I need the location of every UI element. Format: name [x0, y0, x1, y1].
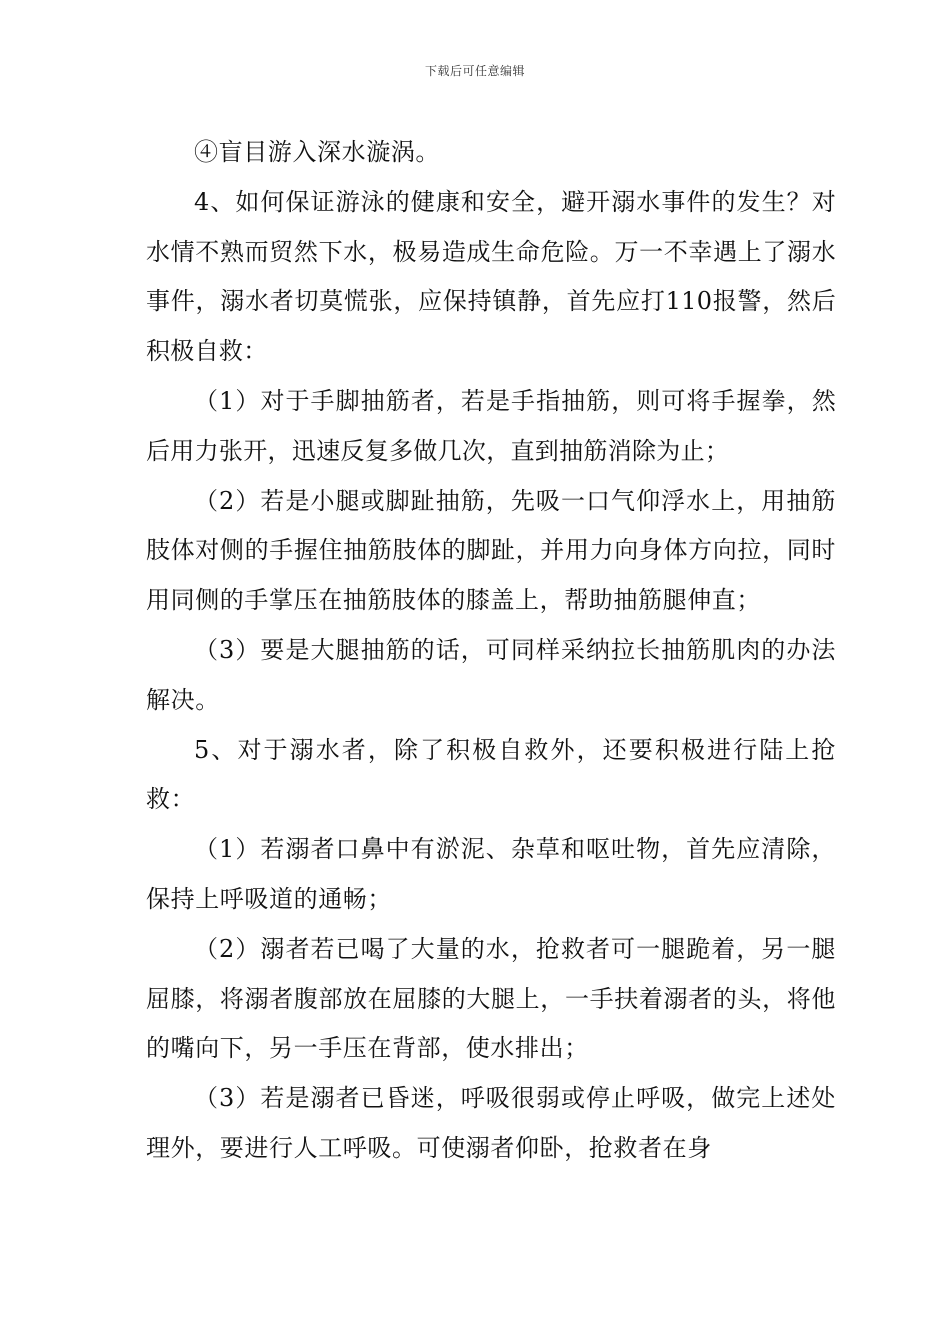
- document-body: [146, 128, 836, 1174]
- paragraph-item-4: ④盲目游入深水漩涡。: [194, 138, 440, 166]
- paragraph-question-5: 5、对于溺水者，除了积极自救外，还要积极进行陆上抢救：: [146, 735, 836, 814]
- paragraph-5-2: （2）溺者若已喝了大量的水，抢救者可一腿跪着，另一腿屈膝，将溺者腹部放在屈膝的大腿上，一手扶着溺者的头，将他的嘴向下，另一手压在背部，使水排出；: [146, 934, 836, 1063]
- page-header-note: 下载后可任意编辑: [424, 64, 525, 78]
- paragraph-4-1: （1）对于手脚抽筋者，若是手指抽筋，则可将手握拳，然后用力张开，迅速反复多做几次，直到抽筋消除为止；: [146, 386, 836, 465]
- paragraph-question-4: 4、如何保证游泳的健康和安全，避开溺水事件的发生？对水情不熟而贸然下水，极易造成生命危险。万一不幸遇上了溺水事件，溺水者切莫慌张，应保持镇静，首先应打110报警，然后积极自救：: [146, 187, 836, 366]
- paragraph-5-3: （3）若是溺者已昏迷，呼吸很弱或停止呼吸，做完上述处理外，要进行人工呼吸。可使溺者仰卧，抢救者在身: [146, 1084, 836, 1162]
- paragraph-4-2: （2）若是小腿或脚趾抽筋，先吸一口气仰浮水上，用抽筋肢体对侧的手握住抽筋肢体的脚趾，并用力向身体方向拉，同时用同侧的手掌压在抽筋肢体的膝盖上，帮助抽筋腿伸直；: [146, 486, 836, 615]
- paragraph-4-3: （3）要是大腿抽筋的话，可同样采纳拉长抽筋肌肉的办法解决。: [146, 635, 836, 714]
- paragraph-5-1: （1）若溺者口鼻中有淤泥、杂草和呕吐物，首先应清除，保持上呼吸道的通畅；: [146, 835, 836, 913]
